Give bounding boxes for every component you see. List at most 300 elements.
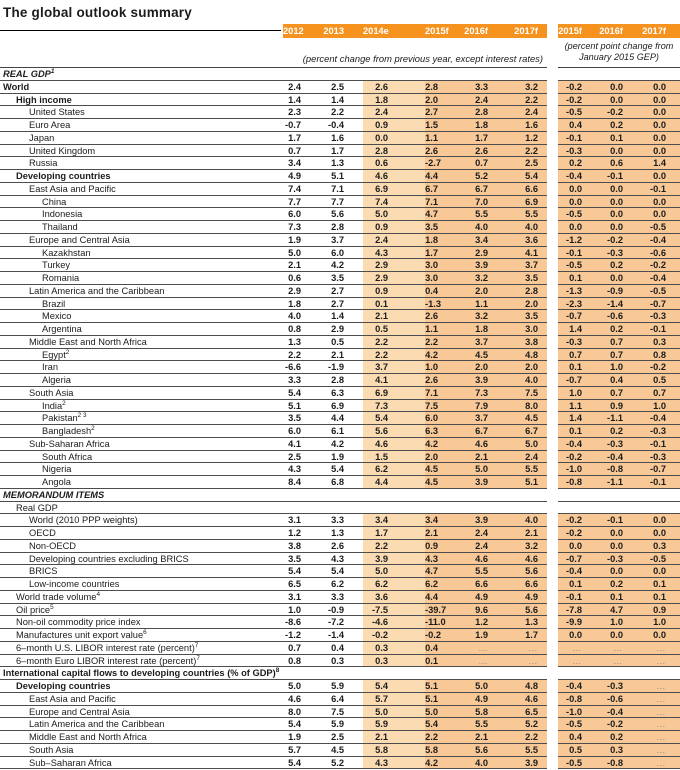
value-cell: 3.3 <box>331 591 344 602</box>
value-cell: 1.7 <box>288 132 301 143</box>
value-cell: 2.9 <box>288 285 301 296</box>
value-cell: 1.5 <box>425 119 450 131</box>
change-cell: -0.9 <box>599 285 640 297</box>
change-cell: 0.5 <box>640 374 680 386</box>
row-left-segment <box>0 680 547 693</box>
block-gap <box>547 629 558 642</box>
year-header-bands <box>0 24 680 38</box>
row-label: Romania <box>42 273 80 283</box>
value-cell: 4.3 <box>288 464 301 475</box>
row-left-segment <box>0 425 547 438</box>
row-left-segment <box>0 412 547 425</box>
change-cell: -0.2 <box>640 259 680 271</box>
row-label: Non-OECD <box>29 540 77 551</box>
row-right-segment <box>558 642 680 655</box>
value-cell: 2.7 <box>331 285 344 296</box>
row-label: Low-income countries <box>29 579 120 589</box>
table-row <box>0 247 680 260</box>
table-row <box>0 731 680 744</box>
value-cell: 4.3 <box>425 553 450 565</box>
change-cell: 0.0 <box>558 196 599 208</box>
change-cell: 4.7 <box>599 604 640 616</box>
change-cell: 0.0 <box>599 208 640 220</box>
row-label: Indonesia <box>42 209 83 220</box>
value-cell: 3.2 <box>500 540 547 552</box>
value-cell: 1.9 <box>450 629 500 641</box>
value-cell: 3.1 <box>288 591 301 602</box>
value-cell: -0.2 <box>425 629 450 641</box>
row-right-segment <box>558 565 680 578</box>
row-label: Japan <box>29 132 55 143</box>
change-cell: -0.7 <box>558 374 599 386</box>
value-cell: 1.3 <box>500 616 547 628</box>
row-right-segment <box>558 463 680 476</box>
change-cell: 0.0 <box>640 629 680 641</box>
row-right-segment <box>558 247 680 260</box>
value-cell: 4.0 <box>288 311 301 322</box>
value-cell: 2.6 <box>363 81 425 93</box>
value-cell: 0.9 <box>363 285 425 297</box>
label-column-spacer <box>0 24 283 38</box>
value-cell: 2.4 <box>450 527 500 539</box>
value-cell: -2.7 <box>425 157 450 169</box>
change-cell: -0.1 <box>640 438 680 450</box>
row-left-segment <box>0 323 547 336</box>
table-row <box>0 81 680 94</box>
value-cell: 8.4 <box>288 477 301 487</box>
subtitle-row <box>0 38 680 68</box>
value-cell: 6.2 <box>425 578 450 590</box>
row-right-segment <box>558 132 680 145</box>
value-cell: 1.7 <box>331 145 344 156</box>
value-cell: 3.3 <box>288 375 301 385</box>
value-cell: 3.4 <box>363 514 425 526</box>
value-cell: 5.4 <box>288 387 301 398</box>
value-cell: 6.1 <box>331 426 344 436</box>
table-row <box>0 425 680 438</box>
value-cell: 2.1 <box>425 527 450 539</box>
change-cell: -0.6 <box>599 310 640 322</box>
row-label: United States <box>29 107 85 118</box>
row-right-segment <box>558 208 680 221</box>
change-cell: 0.2 <box>599 578 640 590</box>
row-right-segment <box>558 170 680 183</box>
change-cell: -1.1 <box>599 476 640 488</box>
change-cell: -0.3 <box>558 145 599 157</box>
left-subtitle: (percent change from previous year, except interest rates) <box>0 38 547 68</box>
row-right-segment <box>558 259 680 272</box>
value-cell: 4.5 <box>450 349 500 361</box>
row-label: Latin America and the Caribbean <box>29 285 165 296</box>
value-cell: 4.1 <box>288 438 301 449</box>
value-cell: 2.1 <box>288 260 301 271</box>
row-right-segment <box>558 298 680 311</box>
value-cell: 6.4 <box>331 693 344 704</box>
table-row <box>0 629 680 642</box>
value-cell: 5.0 <box>288 247 301 258</box>
row-right-segment <box>558 412 680 425</box>
change-cell: 0.0 <box>599 94 640 106</box>
change-cell: 0.7 <box>558 349 599 361</box>
value-cell: -0.4 <box>327 120 344 130</box>
change-cell: … <box>599 655 640 667</box>
value-cell: 6.6 <box>450 578 500 590</box>
value-cell: 0.7 <box>288 642 301 653</box>
table-row <box>0 527 680 540</box>
row-right-segment <box>558 234 680 247</box>
row-left-segment <box>0 374 547 387</box>
table-row <box>0 145 680 158</box>
change-cell: 1.1 <box>558 400 599 412</box>
value-cell: 5.5 <box>450 718 500 730</box>
change-cell: -0.2 <box>640 361 680 373</box>
block-gap <box>547 119 558 132</box>
table-row <box>0 323 680 336</box>
row-left-segment <box>0 463 547 476</box>
value-cell: 2.0 <box>500 298 547 310</box>
value-cell: 1.0 <box>425 361 450 373</box>
row-left-segment <box>0 119 547 132</box>
value-cell: 1.1 <box>450 298 500 310</box>
value-cell: 7.5 <box>500 387 547 399</box>
value-cell: 1.6 <box>331 132 344 143</box>
change-cell: 1.0 <box>599 361 640 373</box>
row-left-segment <box>0 247 547 260</box>
value-cell: 3.5 <box>331 273 344 283</box>
change-cell: -1.0 <box>558 463 599 475</box>
value-cell: 3.9 <box>450 374 500 386</box>
row-label: Brazil <box>42 298 66 309</box>
block-gap <box>547 514 558 527</box>
value-cell: 2.8 <box>450 106 500 118</box>
value-cell: 6.9 <box>363 183 425 195</box>
row-right-segment <box>558 285 680 298</box>
value-cell: 5.1 <box>331 171 344 181</box>
row-right-segment <box>558 591 680 604</box>
value-cell: 4.2 <box>425 349 450 361</box>
value-cell: 0.1 <box>363 298 425 310</box>
row-right-segment <box>558 106 680 119</box>
table-row <box>0 693 680 706</box>
row-label: OECD <box>29 528 56 538</box>
value-cell: 7.9 <box>450 400 500 412</box>
row-right-segment <box>558 310 680 323</box>
value-cell: 3.3 <box>450 81 500 93</box>
value-cell: -39.7 <box>425 604 450 616</box>
value-cell: 6.5 <box>288 579 301 589</box>
value-cell: 3.2 <box>450 272 500 284</box>
value-cell: 2.9 <box>363 272 425 284</box>
value-cell: 3.4 <box>288 158 301 169</box>
table-row <box>0 553 680 566</box>
row-right-segment <box>558 196 680 209</box>
change-cell: -0.8 <box>558 693 599 705</box>
table-row <box>0 514 680 527</box>
change-cell: -7.8 <box>558 604 599 616</box>
row-left-segment <box>0 361 547 374</box>
table-row <box>0 374 680 387</box>
change-cell: -0.7 <box>640 298 680 310</box>
row-right-segment <box>558 667 680 680</box>
change-cell: … <box>640 706 680 718</box>
value-cell: 5.8 <box>450 706 500 718</box>
table-row <box>0 259 680 272</box>
change-cell: -0.3 <box>599 438 640 450</box>
change-cell: 0.5 <box>558 744 599 756</box>
value-cell: 5.2 <box>500 718 547 730</box>
value-cell: 2.4 <box>500 451 547 463</box>
change-cell: -0.4 <box>599 706 640 718</box>
year-header: 2017f <box>642 26 666 36</box>
change-cell: -0.4 <box>640 234 680 246</box>
change-cell: -1.0 <box>558 706 599 718</box>
value-cell: 5.8 <box>363 744 425 756</box>
right-subtitle <box>558 38 680 68</box>
row-right-segment <box>558 616 680 629</box>
value-cell: 6.9 <box>500 196 547 208</box>
row-label: China <box>42 196 67 207</box>
value-cell: 2.5 <box>500 157 547 169</box>
block-gap <box>547 757 558 770</box>
block-gap <box>547 718 558 731</box>
value-cell: 3.6 <box>363 591 425 603</box>
value-cell: 5.0 <box>425 706 450 718</box>
value-cell: 8.0 <box>288 706 301 717</box>
section-label: International capital flows to developing countries (% of GDP)$^8$ <box>3 667 280 679</box>
value-cell: 3.5 <box>500 310 547 322</box>
value-cell: 6.2 <box>363 463 425 475</box>
value-cell: 1.7 <box>450 132 500 144</box>
value-cell: 3.4 <box>450 234 500 246</box>
row-label: BRICS <box>29 566 58 577</box>
value-cell: 5.9 <box>331 719 344 730</box>
value-cell: 3.6 <box>500 234 547 246</box>
value-cell: 5.4 <box>288 719 301 730</box>
change-cell: 0.1 <box>558 578 599 590</box>
row-label: Iran <box>42 362 59 373</box>
right-subtitle-line2: January 2015 GEP) <box>579 51 659 62</box>
value-cell: 4.0 <box>500 374 547 386</box>
value-cell: 2.7 <box>425 106 450 118</box>
value-cell: 1.2 <box>450 616 500 628</box>
value-cell: -1.9 <box>327 362 344 373</box>
table-row <box>0 400 680 413</box>
row-left-segment <box>0 502 547 515</box>
change-cell: -0.4 <box>640 272 680 284</box>
value-cell: 3.9 <box>450 476 500 488</box>
value-cell: 5.4 <box>288 757 301 768</box>
change-cell: 0.0 <box>640 132 680 144</box>
value-cell: 2.2 <box>331 107 344 118</box>
change-cell: -2.3 <box>558 298 599 310</box>
value-cell: 2.6 <box>331 540 344 551</box>
value-cell: -11.0 <box>425 616 450 628</box>
value-cell: 6.7 <box>450 183 500 195</box>
row-right-segment <box>558 744 680 757</box>
row-left-segment <box>0 221 547 234</box>
row-right-segment <box>558 119 680 132</box>
value-cell: 4.6 <box>500 553 547 565</box>
value-cell: 7.5 <box>425 400 450 412</box>
block-gap <box>547 680 558 693</box>
value-cell: 2.2 <box>363 336 425 348</box>
section-row <box>0 667 680 680</box>
value-cell: 3.7 <box>500 259 547 271</box>
change-cell: -0.6 <box>599 693 640 705</box>
value-cell: 2.6 <box>425 145 450 157</box>
value-cell: 1.3 <box>331 528 344 538</box>
value-cell: -7.5 <box>363 604 425 616</box>
value-cell: 6.5 <box>500 706 547 718</box>
change-cell: 0.1 <box>599 591 640 603</box>
row-label: Egypt$^2$ <box>42 348 70 360</box>
value-cell: -6.6 <box>284 362 301 373</box>
change-cell: -1.2 <box>558 234 599 246</box>
table-row <box>0 616 680 629</box>
value-cell: 4.9 <box>450 693 500 705</box>
change-cell: … <box>558 642 599 654</box>
value-cell: 4.4 <box>363 476 425 488</box>
row-right-segment <box>558 655 680 668</box>
value-cell: 2.2 <box>363 349 425 361</box>
change-cell: 0.4 <box>558 731 599 743</box>
year-band-left <box>283 24 547 38</box>
change-cell: 0.9 <box>599 400 640 412</box>
row-right-segment <box>558 400 680 413</box>
value-cell: 0.9 <box>363 221 425 233</box>
change-cell: 0.0 <box>640 196 680 208</box>
change-cell: 0.0 <box>599 540 640 552</box>
table-row <box>0 540 680 553</box>
value-cell: -1.2 <box>284 630 301 640</box>
value-cell: 4.3 <box>363 757 425 769</box>
row-left-segment <box>0 489 547 502</box>
table-row <box>0 412 680 425</box>
row-left-segment <box>0 68 547 81</box>
value-cell: 4.5 <box>500 412 547 424</box>
block-gap <box>547 527 558 540</box>
change-cell: 0.2 <box>599 731 640 743</box>
value-cell: 5.4 <box>288 566 301 577</box>
value-cell: 2.1 <box>450 731 500 743</box>
row-right-segment <box>558 361 680 374</box>
row-label: Latin America and the Caribbean <box>29 719 165 730</box>
value-cell: 4.0 <box>500 221 547 233</box>
block-gap <box>547 132 558 145</box>
value-cell: 3.0 <box>425 259 450 271</box>
value-cell: 3.1 <box>288 515 301 526</box>
block-gap <box>547 298 558 311</box>
row-right-segment <box>558 693 680 706</box>
value-cell: 3.7 <box>331 234 344 245</box>
row-right-segment <box>558 145 680 158</box>
table-row <box>0 591 680 604</box>
value-cell: 0.7 <box>288 145 301 156</box>
year-header: 2017f <box>514 26 538 36</box>
value-cell: 5.5 <box>500 463 547 475</box>
value-cell: 1.8 <box>450 119 500 131</box>
change-cell: -0.2 <box>599 106 640 118</box>
change-cell: -0.4 <box>558 438 599 450</box>
row-left-segment <box>0 400 547 413</box>
change-cell: -0.5 <box>558 259 599 271</box>
value-cell: 2.1 <box>363 731 425 743</box>
row-left-segment <box>0 94 547 107</box>
value-cell: 1.3 <box>331 158 344 169</box>
value-cell: 2.3 <box>288 107 301 118</box>
change-cell: 0.1 <box>558 425 599 437</box>
change-cell: 1.0 <box>599 616 640 628</box>
value-cell: 1.5 <box>363 451 425 463</box>
change-cell: -1.4 <box>599 298 640 310</box>
value-cell: 0.0 <box>363 132 425 144</box>
change-cell: 1.0 <box>640 616 680 628</box>
row-left-segment <box>0 349 547 362</box>
value-cell: 7.0 <box>450 196 500 208</box>
value-cell: … <box>500 655 547 667</box>
row-left-segment <box>0 616 547 629</box>
value-cell: 0.5 <box>363 323 425 335</box>
row-label: Mexico <box>42 311 72 322</box>
value-cell: 7.7 <box>288 196 301 207</box>
value-cell: 7.3 <box>363 400 425 412</box>
row-label: Developing countries <box>16 171 111 181</box>
row-label: 6–month U.S. LIBOR interest rate (percent)$^7$ <box>16 641 199 653</box>
change-cell: 0.0 <box>599 527 640 539</box>
table-row <box>0 680 680 693</box>
change-cell: 0.0 <box>599 272 640 284</box>
value-cell: 2.9 <box>363 259 425 271</box>
row-label: Developing countries excluding BRICS <box>29 553 189 564</box>
block-gap <box>547 285 558 298</box>
change-cell: 0.3 <box>640 540 680 552</box>
block-gap <box>547 400 558 413</box>
table-row <box>0 706 680 719</box>
row-left-segment <box>0 387 547 400</box>
table-row <box>0 208 680 221</box>
change-cell: … <box>599 642 640 654</box>
change-cell: 0.9 <box>640 604 680 616</box>
row-right-segment <box>558 425 680 438</box>
value-cell: 0.9 <box>425 540 450 552</box>
row-right-segment <box>558 476 680 489</box>
block-gap <box>547 412 558 425</box>
change-cell: -0.2 <box>558 94 599 106</box>
change-cell: 0.1 <box>558 361 599 373</box>
value-cell: 3.5 <box>500 272 547 284</box>
block-gap <box>547 578 558 591</box>
row-label: East Asia and Pacific <box>29 693 116 704</box>
value-cell: 3.7 <box>363 361 425 373</box>
value-cell: 2.5 <box>288 451 301 462</box>
row-label: Oil price$^5$ <box>16 603 54 615</box>
value-cell: 5.0 <box>363 208 425 220</box>
change-cell: 0.1 <box>640 591 680 603</box>
value-cell: 1.8 <box>450 323 500 335</box>
section-row <box>0 502 680 515</box>
year-header: 2013 <box>323 26 344 36</box>
value-cell: 6.6 <box>500 183 547 195</box>
value-cell: 4.7 <box>425 208 450 220</box>
value-cell: 1.6 <box>500 119 547 131</box>
value-cell: 2.9 <box>331 324 344 334</box>
row-label: Nigeria <box>42 464 72 475</box>
change-cell: -0.1 <box>640 323 680 335</box>
value-cell: 2.4 <box>450 540 500 552</box>
value-cell: 7.5 <box>331 706 344 717</box>
change-cell: -0.3 <box>599 553 640 565</box>
value-cell: 5.0 <box>363 565 425 577</box>
